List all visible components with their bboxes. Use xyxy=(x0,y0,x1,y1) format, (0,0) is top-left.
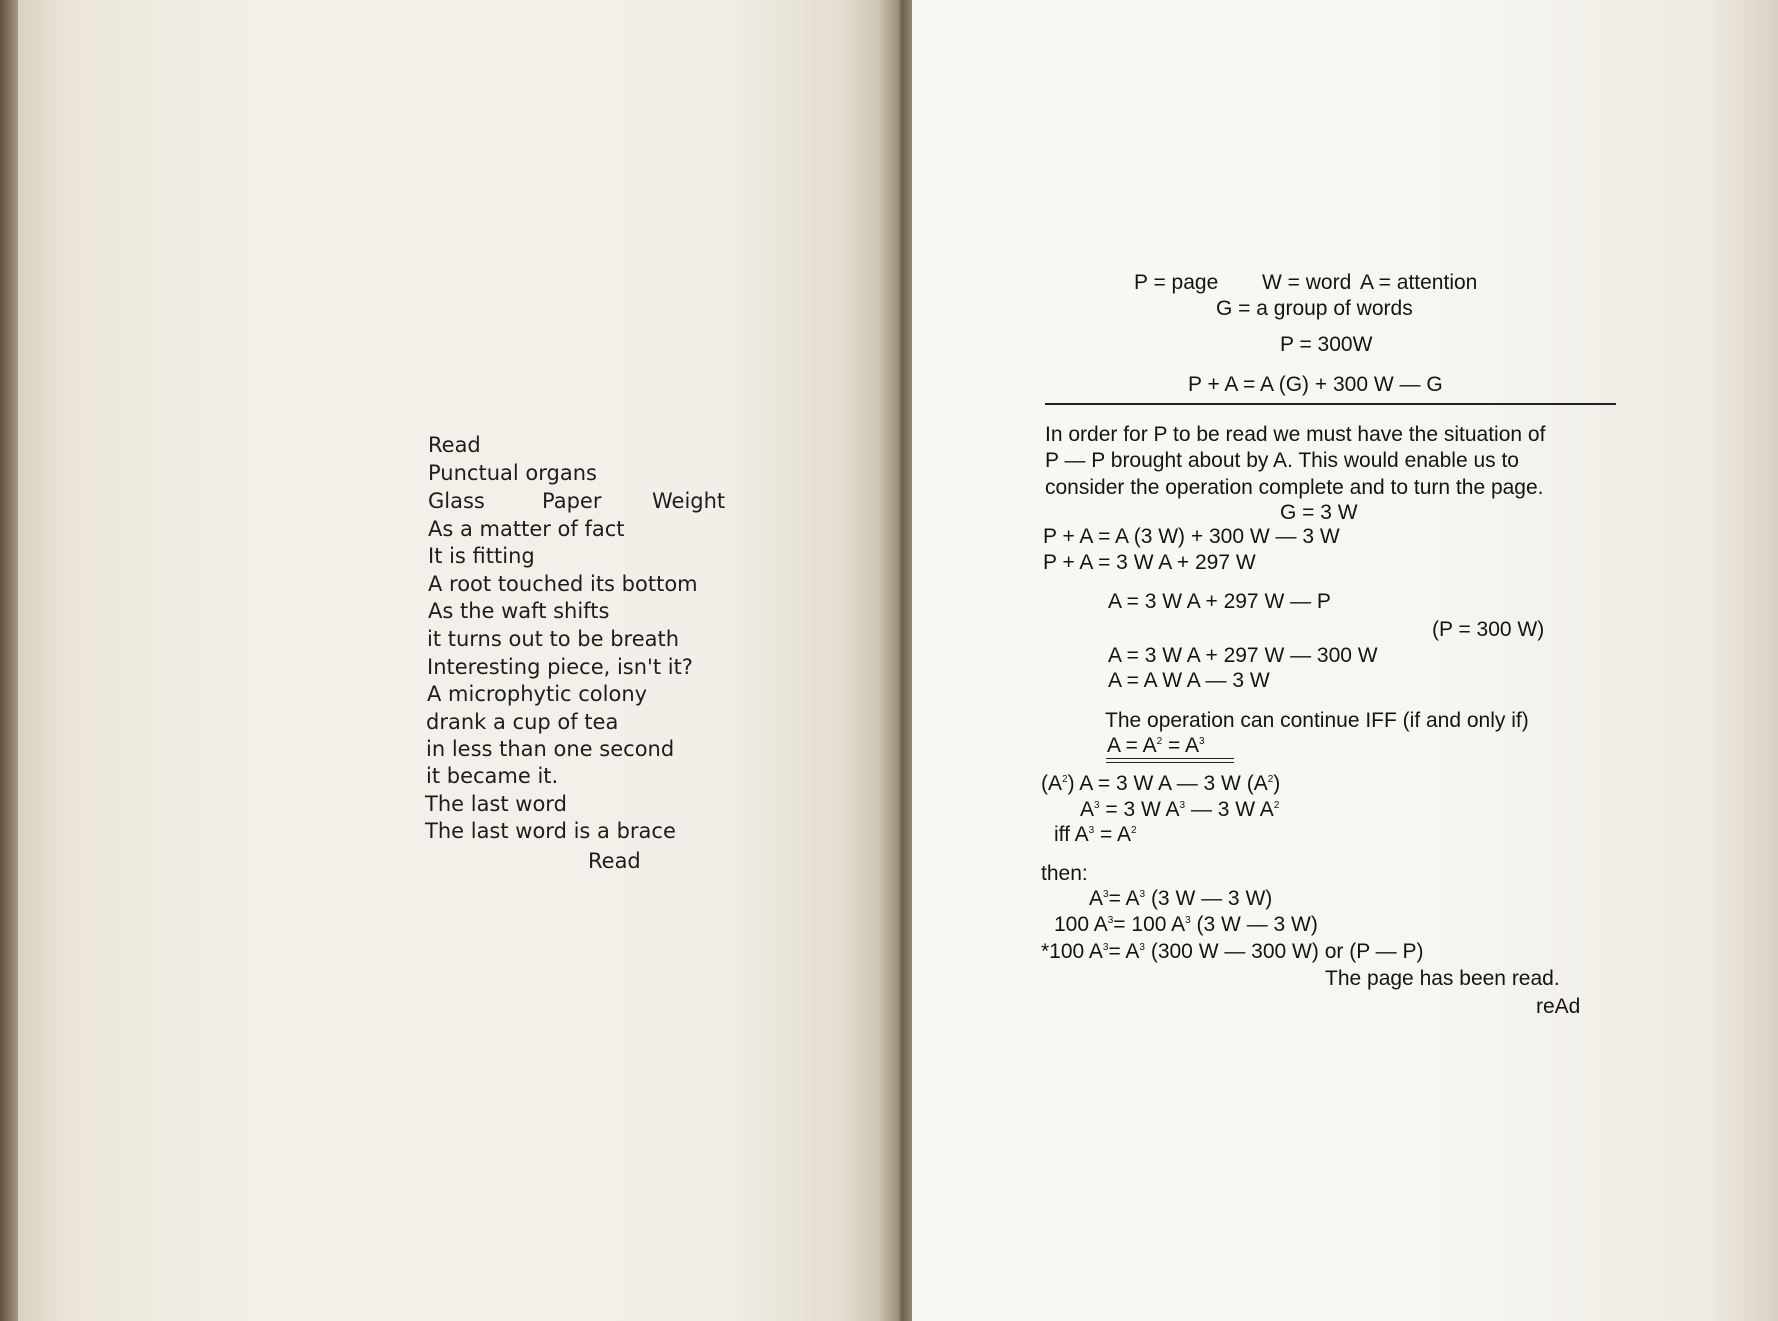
poem-line: Punctual organs xyxy=(428,461,597,485)
horizontal-rule xyxy=(1045,403,1616,405)
def-word: W = word xyxy=(1262,271,1352,294)
equation: $A^3= A^3$ (3 W — 3 W) xyxy=(1089,887,1273,910)
equation: G = 3 W xyxy=(1280,501,1358,524)
equation: A = 3 W A + 297 W — P xyxy=(1108,590,1331,613)
poem-line: The last word xyxy=(425,792,567,816)
poem-line: Read xyxy=(428,433,481,457)
poem-line: As a matter of fact xyxy=(428,517,625,541)
double-underline xyxy=(1106,758,1234,759)
def-attention: A = attention xyxy=(1360,271,1478,294)
equation: P + A = 3 W A + 297 W xyxy=(1043,551,1256,574)
double-underline xyxy=(1106,762,1234,763)
equation: P + A = A (G) + 300 W — G xyxy=(1188,373,1443,396)
def-group: G = a group of words xyxy=(1216,297,1413,320)
poem-line: it turns out to be breath xyxy=(427,627,680,651)
def-page: P = page xyxy=(1134,271,1219,294)
paragraph-line: In order for P to be read we must have the situation of xyxy=(1045,423,1546,446)
equation: iff $A^3 = A^2$ xyxy=(1054,823,1137,846)
paragraph-line: consider the operation complete and to turn the page. xyxy=(1045,476,1544,499)
poem-line: The last word is a brace xyxy=(425,819,676,843)
poem-line: it became it. xyxy=(426,764,559,788)
poem-line: Weight xyxy=(652,489,726,513)
poem-line: A root touched its bottom xyxy=(428,572,698,596)
poem-line: drank a cup of tea xyxy=(426,710,619,734)
equation: $(A^2) A = 3$ W A — 3 W $(A^2)$ xyxy=(1041,772,1281,795)
conclusion: The page has been read. xyxy=(1325,967,1560,990)
then-label: then: xyxy=(1041,862,1088,885)
condition-text: The operation can continue IFF (if and only if) xyxy=(1105,709,1529,732)
equation: *100 $A^3= A^3$ (300 W — 300 W) or (P — P) xyxy=(1041,940,1424,963)
poem-line: in less than one second xyxy=(426,737,675,761)
poem-line: Read xyxy=(588,849,641,873)
signature: reAd xyxy=(1536,995,1581,1018)
equation: 100 $A^3= 100$ $A^3$ (3 W — 3 W) xyxy=(1054,913,1318,936)
equation: $A^3 = 3$ W $A^3$ — 3 W $A^2$ xyxy=(1080,798,1280,821)
poem-line: Glass xyxy=(428,489,485,513)
poem-line: A microphytic colony xyxy=(427,682,648,706)
equation: P + A = A (3 W) + 300 W — 3 W xyxy=(1043,525,1340,548)
poem-line: Interesting piece, isn't it? xyxy=(427,655,693,679)
condition-equation: $A = A^2 = A^3$ xyxy=(1107,734,1205,757)
equation: A = 3 W A + 297 W — 300 W xyxy=(1108,644,1378,667)
equation: (P = 300 W) xyxy=(1432,618,1545,641)
equation: P = 300W xyxy=(1280,333,1373,356)
equation: A = A W A — 3 W xyxy=(1108,669,1270,692)
paragraph-line: P — P brought about by A. This would enable us to xyxy=(1045,449,1519,472)
poem-line: As the waft shifts xyxy=(428,599,610,623)
poem-line: Paper xyxy=(542,489,602,513)
poem-line: It is fitting xyxy=(428,544,535,568)
